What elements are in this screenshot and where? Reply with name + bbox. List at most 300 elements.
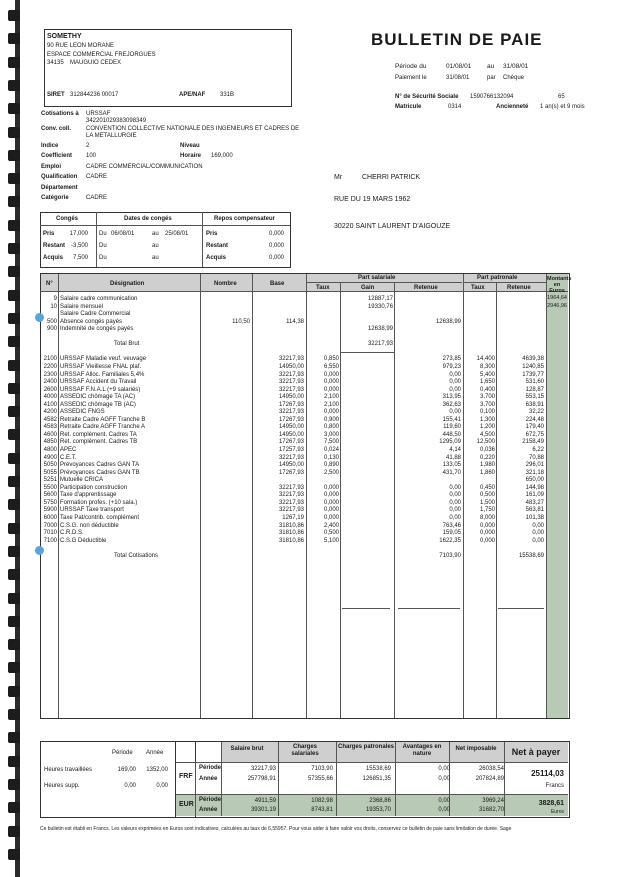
cell-taux2: 8,000 [479,514,495,521]
header-retenue: Retenue [414,285,438,291]
cell-taux: 2,500 [323,469,339,476]
cell-base: 14950,00 [278,394,304,401]
cell-gain: 19330,76 [367,303,393,310]
cell-base: 32217,93 [278,499,304,506]
cell-retenue: 273,85 [442,356,461,363]
net-eur-unit: Euros [550,809,564,815]
binder-hole [8,476,20,487]
header-designation: Désignation [110,281,145,287]
emploi-value: CADRE COMMERCIAL/COMMUNICATION [86,164,203,170]
cell-retenue: 1622,35 [439,537,461,544]
conv-line2: LA METALLURGIE [86,133,137,139]
frf-annee-label: Année [199,776,218,782]
binder-hole [8,849,20,860]
cell-taux: 0,000 [323,492,339,499]
header-part-salariale: Part salariale [358,275,396,281]
cell-taux: 0,000 [323,514,339,521]
leave-row-label: Restant [43,243,66,249]
header-part-patronale: Part patronale [477,275,518,281]
binder-hole [8,709,20,720]
binder-hole [8,80,20,91]
summary-frf-p-value: 32217,93 [250,766,276,772]
frf-label: FRF [179,773,193,780]
cell-retenue: 0,00 [449,484,461,491]
binder-hole [8,103,20,114]
table-row [0,296,621,303]
cell-gain: 32217,93 [367,341,393,348]
cell-retenue: 12638,99 [435,318,461,325]
cell-designation: Total Cotisations [114,552,159,559]
cell-designation: URSSAF Alloc. Familiales 5,4% [60,371,145,378]
table-row [0,372,621,379]
hours-annee-label: Année [146,750,164,756]
cell-base: 14950,00 [278,424,304,431]
cell-retenue2: 144,98 [525,484,544,491]
employer-cp: 34135 [47,60,64,66]
binder-hole [8,779,20,790]
eur-label: EUR [179,801,194,808]
cell-taux2: 5,400 [479,371,495,378]
leave-row-date-to: 25/08/01 [165,231,189,237]
cell-designation: ASSEDIC chômage TA (AC) [60,394,136,401]
cell-designation: Indemnité de congés payés [60,326,134,333]
sum-hline-1 [176,762,568,763]
cell-retenue: 0,00 [449,492,461,499]
cell-designation: Prévoyances Cadres GAN TB [60,469,140,476]
cell-retenue: 763,46 [442,522,461,529]
leave-row-du: Du [99,243,107,249]
cell-taux: 7,500 [323,439,339,446]
header-base: Base [270,281,285,287]
cell-designation: URSSAF Vieillesse FNAL plaf. [60,363,142,370]
binder-hole [8,266,20,277]
eur-annee-label: Année [199,807,218,813]
table-row [0,485,621,492]
sum-line-g [504,742,505,816]
cell-designation: URSSAF Taxe transport [60,507,124,514]
binder-hole [8,616,20,627]
cell-retenue2: 101,38 [525,514,544,521]
table-row [0,432,621,439]
cell-gain: 12638,99 [367,326,393,333]
horaire-value: 169,000 [211,153,233,159]
cell-num: 4600 [43,431,57,438]
cell-base: 32217,93 [278,386,304,393]
summary-eur-a-value: 39301,19 [250,807,276,813]
cell-base: 32217,93 [278,371,304,378]
leave-divider-1 [96,212,97,267]
ss-number: 1590766132094 [470,94,514,100]
dept-label: Département [41,185,78,191]
leave-row-date-from: 06/08/01 [111,231,135,237]
cell-retenue2: 553,15 [525,394,544,401]
cell-num: 4100 [43,401,57,408]
employee-civility: Mr [334,174,343,181]
cell-taux2: 1,750 [479,507,495,514]
table-header-line [40,291,568,292]
cell-base: 17267,93 [278,416,304,423]
leave-row-au: au [152,231,159,237]
cat-label: Catégorie [41,195,69,201]
cell-num: 2300 [43,371,57,378]
cell-retenue2: 1739,77 [522,371,544,378]
table-row [0,319,621,326]
cell-taux2: 1,650 [479,379,495,386]
cell-designation: Participation construction [60,484,128,491]
leave-row-repos-label: Pris [206,231,218,237]
cell-montant-euros: 1964,64 [547,295,567,301]
cell-taux: 0,130 [323,454,339,461]
summary-eur-a-value: 31682,70 [478,807,504,813]
cell-designation: C.S.G. non déductible [60,522,119,529]
cell-taux2: 3,700 [479,401,495,408]
cell-designation: URSSAF Accident du Travail [60,379,137,386]
cotisations-label: Cotisations à [41,111,79,117]
hours-worked-label: Heures travaillées [44,767,93,773]
summary-frf-p-value: 0,00 [438,766,450,772]
qualif-value: CADRE [86,174,108,180]
cell-taux2: 1,500 [479,499,495,506]
cell-retenue: 448,50 [442,431,461,438]
binder-hole [8,756,20,767]
cell-designation: ASSEDIC FNGS [60,409,105,416]
cell-retenue: 0,00 [449,386,461,393]
cell-taux: 0,000 [323,379,339,386]
cell-retenue2: 15538,69 [518,552,544,559]
cell-taux: 2,100 [323,401,339,408]
cell-designation: Retraite Cadre AGFF Tranche A [60,424,146,431]
cell-retenue2: 32,22 [528,409,544,416]
cell-taux: 0,000 [323,499,339,506]
cell-num: 4000 [43,394,57,401]
summary-frf-a-value: 126851,35 [362,776,391,782]
binder-hole [8,360,20,371]
ss-label: N° de Sécurité Sociale [395,94,459,100]
sum-h-chsal: Charges salariales [291,744,319,757]
cell-num: 5600 [43,492,57,499]
table-row [0,402,621,409]
summary-eur-a-value: 0,00 [438,807,450,813]
table-row [0,492,621,499]
cell-base: 32217,93 [278,507,304,514]
cell-retenue2: 6,22 [532,447,544,453]
binder-hole [8,10,20,21]
coef-label: Coefficient [41,153,73,159]
cell-taux2: 1,200 [479,424,495,431]
cell-taux2: 0,220 [479,454,495,461]
cell-base: 31810,86 [278,522,304,529]
hours-worked-annee: 1352,00 [146,767,168,773]
cell-taux: 0,000 [323,409,339,416]
cell-taux2: 0,000 [479,530,495,537]
cell-base: 14950,00 [278,431,304,438]
cotisations-number: 342201029383098349 [86,118,147,124]
cell-designation: URSSAF F.N.A.L (+9 salariés) [60,386,141,393]
cell-taux2: 0,500 [479,492,495,499]
hours-periode-label: Période [112,750,133,756]
cell-taux2: 0,100 [479,409,495,416]
cell-num: 4800 [43,447,57,453]
table-row [0,455,621,462]
cell-num: 5750 [43,499,57,506]
binder-hole [8,383,20,394]
cell-taux: 0,000 [323,507,339,514]
summary-frf-a-value: 257798,91 [247,776,276,782]
cell-num: 5050 [43,462,57,469]
part-salariale-line [306,282,462,283]
cell-retenue2: 4639,38 [522,356,544,363]
summary-eur-p-value: 3969,24 [482,798,504,804]
cell-taux2: 0,036 [479,447,495,453]
leave-row-repos-label: Acquis [206,255,227,261]
summary-frf-p-value: 26038,54 [478,766,504,772]
cell-base: 17267,93 [278,469,304,476]
cell-num: 9 [53,296,57,302]
cell-taux: 0,890 [323,462,339,469]
cell-designation: Ret. complément. Cadres TA [60,431,137,438]
qualif-label: Qualification [41,174,78,180]
table-row [0,447,621,454]
cell-num: 900 [46,326,57,333]
table-row [0,349,621,356]
cell-base: 32217,93 [278,484,304,491]
binder-hole [8,173,20,184]
anciennete-value: 1 an(s) et 9 mois [540,104,585,110]
table-row [0,538,621,545]
employee-city: 30220 SAINT LAURENT D'AIGOUZE [334,223,451,230]
cell-num: 4850 [43,439,57,446]
employee-name: CHERRI PATRICK [362,174,421,181]
horaire-label: Horaire [180,153,202,159]
total-cot-line-2 [398,608,460,609]
cat-value: CADRE [86,195,108,201]
cell-num: 5251 [43,477,57,484]
binder-hole [8,662,20,673]
cell-designation: Mutuelle CRICA [60,477,104,484]
summary-eur-a-value: 19353,70 [365,807,391,813]
cell-retenue: 0,00 [449,499,461,506]
leave-row-au: au [152,243,159,249]
cell-taux2: 0,000 [479,537,495,544]
cell-retenue2: 296,01 [525,462,544,469]
cell-designation: C.E.T. [60,454,77,461]
coef-value: 100 [86,153,97,159]
net-frf-unit: Francs [545,783,564,789]
summary-frf-a-value: 207824,89 [475,776,504,782]
table-row [0,439,621,446]
total-cot-line-1 [342,608,390,609]
cell-gain: 12887,17 [367,296,393,302]
header-retenue2: Retenue [507,285,531,291]
cell-num: 500 [46,318,57,325]
cell-num: 7000 [43,522,57,529]
leave-row-value: -3,500 [70,243,88,249]
cell-retenue2: 672,75 [525,431,544,438]
cell-retenue2: 531,60 [525,379,544,386]
table-row [0,530,621,537]
header-montants-euros: Montants en Euros [547,276,572,294]
cell-retenue2: 0,00 [532,537,544,544]
cell-retenue2: 0,00 [532,522,544,529]
table-row [0,364,621,371]
table-row [0,507,621,514]
binder-hole [8,826,20,837]
binder-hole [8,802,20,813]
cell-base: 14950,00 [278,363,304,370]
siret-label: SIRET [47,92,65,98]
cell-num: 4583 [43,424,57,431]
cell-num: 4200 [43,409,57,416]
cell-retenue: 1295,09 [439,439,461,446]
cell-taux: 2,400 [323,522,339,529]
summary-frf-p-value: 7103,90 [311,766,333,772]
table-row [0,462,621,469]
leave-header-line [40,225,290,226]
cell-retenue: 0,00 [449,371,461,378]
cell-montant-euros: 2946,96 [547,302,567,309]
cell-retenue2: 563,81 [525,507,544,514]
cell-num: 4900 [43,454,57,461]
cell-retenue: 0,00 [449,379,461,386]
cell-taux2: 12,500 [476,439,495,446]
sum-hline-2 [176,794,568,795]
hours-worked-periode: 169,00 [117,767,136,773]
cell-designation: Taxe Pat/contrib. complément [60,514,140,521]
table-row [0,523,621,530]
cell-designation: Salaire Cadre Commercial [60,311,131,318]
cell-retenue2: 161,09 [525,492,544,499]
table-row [0,500,621,507]
indice-label: Indice [41,143,59,149]
cell-retenue2: 0,00 [532,530,544,537]
binder-hole [8,569,20,580]
cell-designation: URSSAF Maladie veuf. veuvage [60,356,147,363]
cell-retenue: 0,00 [449,514,461,521]
employee-address: RUE DU 19 MARS 1962 [334,196,411,203]
sum-h-netimp: Net imposable [455,746,497,752]
cell-num: 2100 [43,356,57,363]
period-from: 01/08/01 [446,63,472,70]
cell-base: 17257,93 [278,447,304,453]
cell-taux2: 3,700 [479,394,495,401]
summary-eur-a-value: 8743,81 [311,807,333,813]
binder-hole [8,732,20,743]
binder-hole [8,290,20,301]
net-frf-value: 25114,03 [531,769,564,778]
binder-hole [8,220,20,231]
header-gain: Gain [361,285,375,291]
footer-note: Ce bulletin est établi en Francs. Les valeurs exprimées en Euros sont indicatives, calculées au taux de 6,55957. Pour vous aider à faire valoir vos droits, conservez ce bulletin de paie sans limitation de durée. Sage [40,826,512,832]
cell-designation: Absence congés payés [60,318,123,325]
payment-label: Paiement le [395,75,427,81]
header-taux: Taux [316,285,330,291]
cell-base: 32217,93 [278,454,304,461]
leave-row-label: Acquis [43,255,64,261]
binder-hole [8,57,20,68]
leave-row-value: 17,000 [69,231,88,237]
matricule-label: Matricule [395,104,422,110]
cell-base: 1267,19 [282,514,304,521]
total-cot-line-3 [498,608,544,609]
cell-num: 2400 [43,379,57,386]
cell-taux: 0,900 [323,416,339,423]
ape-label: APE/NAF [179,92,206,98]
cell-taux: 6,550 [323,363,339,370]
table-row [0,304,621,311]
cotisations-value: URSSAF [86,111,111,117]
table-row [0,326,621,333]
binder-hole [8,429,20,440]
anciennete-label: Ancienneté [496,104,529,110]
summary-eur-p-value: 0,00 [438,798,450,804]
cell-retenue2: 70,88 [528,454,544,461]
binder-hole [8,546,20,557]
cell-designation: ASSEDIC chômage TB (AC) [60,401,136,408]
cell-taux: 3,000 [323,431,339,438]
header-nombre: Nombre [214,281,237,287]
sum-line-a [195,762,196,816]
cell-designation: Formation profes. (+10 sala.) [60,499,138,506]
leave-header-repos: Repos compensateur [214,216,276,222]
conv-label: Conv. coll. [41,126,71,132]
cell-base: 17267,93 [278,439,304,446]
table-row [0,477,621,484]
leave-row-du: Du [99,255,107,261]
summary-frf-a-value: 0,00 [438,776,450,782]
cell-num: 5900 [43,507,57,514]
table-row [0,379,621,386]
period-to-label: au [487,63,495,70]
leave-header-dates: Dates de congés [124,216,172,222]
cell-retenue: 133,05 [442,462,461,469]
blue-dot-2 [35,546,44,555]
table-row [0,553,621,560]
table-row [0,409,621,416]
blue-dot-1 [35,313,44,322]
cell-retenue: 362,63 [442,401,461,408]
total-brut-line [340,352,394,353]
binder-hole [8,453,20,464]
employer-city: MAUGUIO CEDEX [70,60,122,66]
hours-supp-periode: 0,00 [124,783,136,789]
cell-taux: 0,850 [323,356,339,363]
binder-hole [8,196,20,207]
summary-eur-p-value: 1082,98 [311,798,333,804]
cell-retenue: 159,05 [442,530,461,537]
cell-num: 2200 [43,363,57,370]
cell-retenue: 155,41 [442,416,461,423]
cell-taux: 0,000 [323,371,339,378]
table-row [0,417,621,424]
cell-num: 5500 [43,484,57,491]
cell-designation: Prévoyances Cadres GAN TA [60,462,140,469]
table-row [0,515,621,522]
payment-by: Chèque [503,75,525,81]
cell-base: 32217,93 [278,409,304,416]
ss-key: 65 [558,94,565,100]
leave-row-repos-value: 0,000 [268,255,284,261]
binder-hole [8,406,20,417]
cell-retenue: 41,88 [445,454,461,461]
leave-divider-2 [202,212,203,267]
table-row [0,341,621,348]
cell-designation: Salaire mensuel [60,303,104,310]
cell-designation: Taxe d'apprentissage [60,492,117,499]
cell-taux2: 0,000 [479,522,495,529]
binder-hole [8,243,20,254]
cell-base: 32217,93 [278,356,304,363]
conv-line1: CONVENTION COLLECTIVE NATIONALE DES INGENIEURS ET CADRES DE [86,126,300,132]
